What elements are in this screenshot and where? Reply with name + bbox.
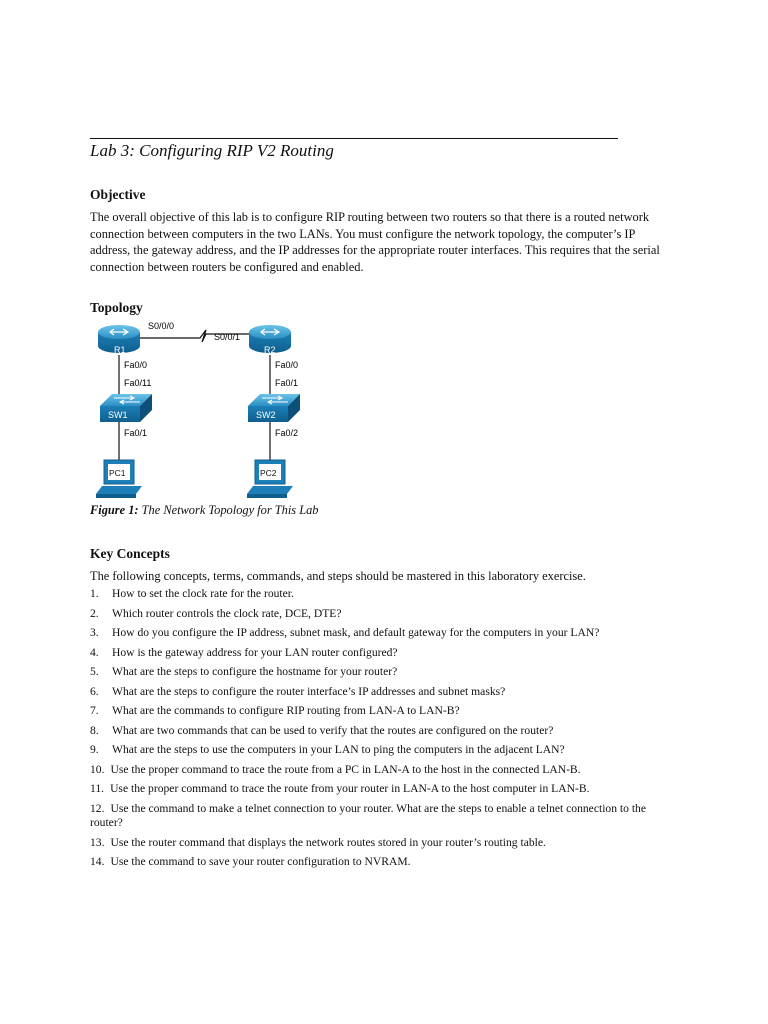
switch-sw2-icon [248, 394, 300, 422]
label-r2: R2 [264, 345, 276, 355]
list-item: 8. What are two commands that can be used to verify that the routes are configured on the router? [90, 723, 554, 737]
objective-heading: Objective [90, 187, 146, 202]
list-item: 1. How to set the clock rate for the router. [90, 587, 294, 600]
title-rule [90, 138, 618, 139]
label-s000: S0/0/0 [148, 321, 175, 331]
list-item: 12. Use the command to make a telnet connection to your router. What are the steps to enable a telnet connection to the router? [90, 801, 646, 829]
list-item: 9. What are the steps to use the computers in your LAN to ping the computers in the adjacent LAN? [90, 743, 565, 756]
label-pc2: PC2 [260, 468, 277, 478]
label-sw2: SW2 [256, 410, 276, 420]
label-pc1: PC1 [109, 468, 126, 478]
label-sw2-fa01: Fa0/1 [275, 378, 299, 388]
topology-heading: Topology [90, 300, 143, 315]
label-r1: R1 [114, 345, 126, 355]
list-item: 14. Use the command to save your router configuration to NVRAM. [90, 855, 411, 868]
list-item: 4. How is the gateway address for your LAN router configured? [90, 645, 398, 659]
list-item: 5. What are the steps to configure the hostname for your router? [90, 665, 398, 678]
label-sw1-fa01: Fa0/1 [124, 428, 148, 438]
list-item: 13. Use the router command that displays the network routes stored in your router’s routing table. [90, 835, 546, 849]
figure-label: Figure 1: [90, 503, 139, 517]
topology-diagram [90, 318, 350, 503]
label-r1-fa00: Fa0/0 [124, 360, 148, 370]
label-s001: S0/0/1 [214, 332, 241, 342]
pc1-icon [96, 460, 142, 498]
list-item: 7. What are the commands to configure RIP routing from LAN-A to LAN-B? [90, 704, 460, 717]
label-sw1: SW1 [108, 410, 128, 420]
list-item: 3. How do you configure the IP address, subnet mask, and default gateway for the computers in your LAN? [90, 626, 600, 639]
router-r2-icon [249, 325, 291, 355]
serial-link [136, 330, 266, 342]
key-concepts-list [90, 587, 650, 875]
router-r1-icon [98, 325, 140, 355]
figure-caption-text: The Network Topology for This Lab [138, 503, 319, 517]
switch-sw1-icon [100, 394, 152, 422]
list-item: 2. Which router controls the clock rate, DCE, DTE? [90, 606, 342, 620]
list-item: 10. Use the proper command to trace the route from a PC in LAN-A to the host in the connected LAN-B. [90, 762, 581, 776]
key-concepts-heading: Key Concepts [90, 546, 170, 561]
list-item: 11. Use the proper command to trace the route from your router in LAN-A to the host computer in LAN-B. [90, 782, 590, 795]
pc2-icon [247, 460, 293, 498]
key-concepts-intro: The following concepts, terms, commands, and steps should be mastered in this laboratory exercise. [90, 569, 586, 583]
label-sw1-fa011: Fa0/11 [124, 378, 152, 388]
lab-title: Lab 3: Configuring RIP V2 Routing [90, 141, 334, 160]
label-sw2-fa02: Fa0/2 [275, 428, 299, 438]
label-r2-fa00: Fa0/0 [275, 360, 299, 370]
figure-caption [90, 503, 318, 518]
list-item: 6. What are the steps to configure the router interface’s IP addresses and subnet masks? [90, 684, 506, 698]
objective-text: The overall objective of this lab is to configure RIP routing between two routers so that there is a routed network connection between computers in the two LANs. You must configure the network topology, the computer’s IP address, the gateway address, and the IP addresses for the appropriate router interfaces. This requires that the serial connection between routers be configured and enabled. [90, 210, 660, 274]
